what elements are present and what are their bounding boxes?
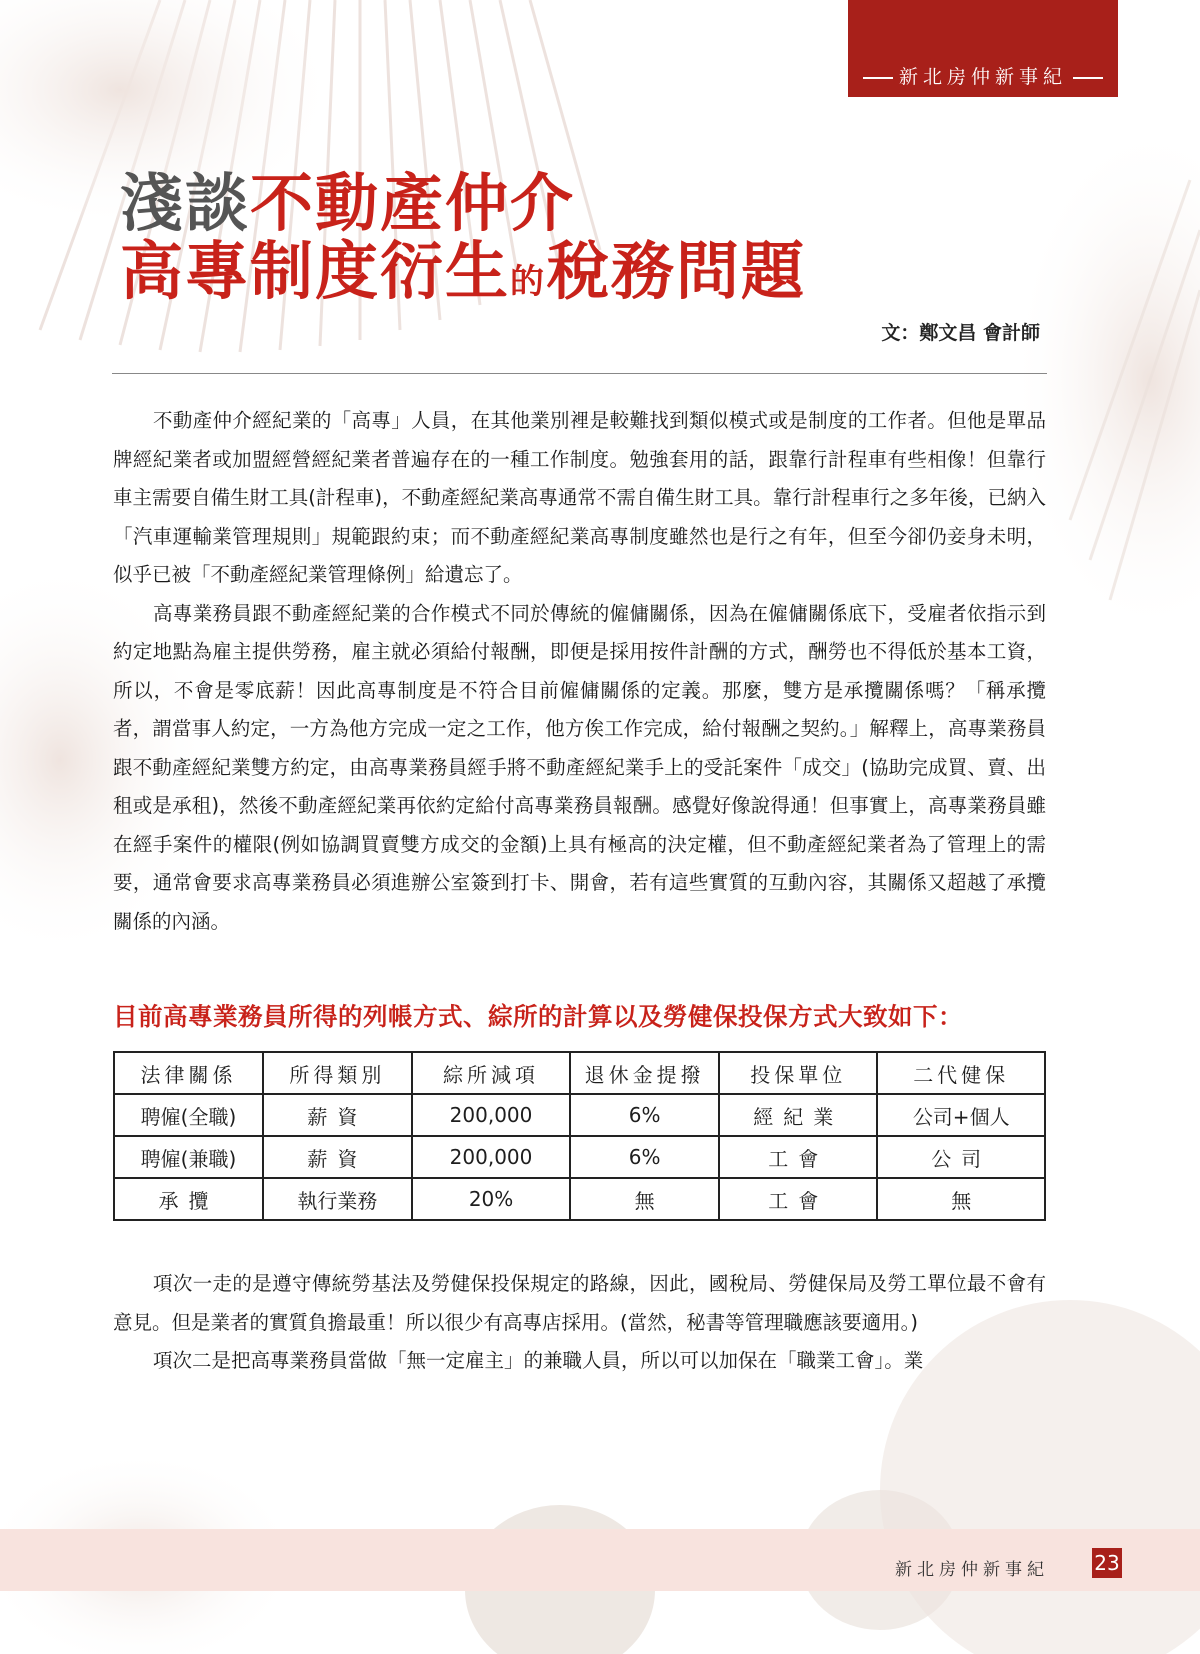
body-text-items [113,1265,1046,1381]
title-particle: 的 [510,262,546,302]
paragraph: 項次二是把高專業務員當做「無一定雇主」的兼職人員，所以可以加保在「職業工會」。業 [153,1349,924,1372]
table-row [114,1136,1045,1178]
table-header: 綜所減項 [412,1052,570,1094]
table-cell: 6% [570,1094,719,1136]
table-cell: 20% [412,1178,570,1220]
table-cell: 無 [570,1178,719,1220]
title-prefix: 淺談 [120,167,250,240]
table-header: 投保單位 [719,1052,877,1094]
table-cell: 薪資 [263,1094,412,1136]
table-cell: 薪資 [263,1136,412,1178]
table-cell: 經紀業 [719,1094,877,1136]
table-row [114,1094,1045,1136]
tax-comparison-table [113,1051,1046,1221]
table-header: 二代健保 [877,1052,1045,1094]
table-cell: 公司 [877,1136,1045,1178]
table-header: 退休金提撥 [570,1052,719,1094]
paragraph: 項次一走的是遵守傳統勞基法及勞健保投保規定的路線，因此，國稅局、勞健保局及勞工單位最不會有意見。但是業者的實質負擔最重！所以很少有高專店採用。(當然，秘書等管理職應該要適用。) [113,1272,1046,1334]
table-row [114,1178,1045,1220]
table-cell: 執行業務 [263,1178,412,1220]
section-tab [848,0,1118,97]
table-header-row [114,1052,1045,1094]
table-cell: 公司+個人 [877,1094,1045,1136]
author-byline: 文：鄭文昌 會計師 [881,322,1040,344]
title-part-a: 高專制度衍生 [120,235,510,308]
table-header: 法律關係 [114,1052,263,1094]
table-cell: 無 [877,1178,1045,1220]
table-header: 所得類別 [263,1052,412,1094]
table-cell: 200,000 [412,1136,570,1178]
table-cell: 工會 [719,1178,877,1220]
table-cell: 聘僱(兼職) [114,1136,263,1178]
paragraph: 高專業務員跟不動產經紀業的合作模式不同於傳統的僱傭關係，因為在僱傭關係底下，受雇者依指示到約定地點為雇主提供勞務，雇主就必須給付報酬，即便是採用按件計酬的方式，酬勞也不得低於基本工資，所以，不會是零底薪！因此高專制度是不符合目前僱傭關係的定義。那麼，雙方是承攬關係嗎？「稱承攬者，謂當事人約定，一方為他方完成一定之工作，他方俟工作完成，給付報酬之契約。」解釋上，高專業務員跟不動產經紀業雙方約定，由高專業務員經手將不動產經紀業手上的受託案件「成交」(協助完成買、賣、出租或是承租)，然後不動產經紀業再依約定給付高專業務員報酬。感覺好像說得通！但事實上，高專業務員雖在經手案件的權限(例如協調買賣雙方成交的金額)上具有極高的決定權，但不動產經紀業者為了管理上的需要，通常會要求高專業務員必須進辦公室簽到打卡、開會，若有這些實質的互動內容，其關係又超越了承攬關係的內涵。 [113,601,1046,933]
section-heading: 目前高專業務員所得的列帳方式、綜所的計算以及勞健保投保方式大致如下： [113,1002,963,1031]
page-number: 23 [1092,1548,1122,1578]
title-line-2 [120,235,806,316]
section-tab-text: 新北房仲新事紀 [898,66,1067,88]
paragraph: 不動產仲介經紀業的「高專」人員，在其他業別裡是較難找到類似模式或是制度的工作者。但他是單品牌經紀業者或加盟經營經紀業者普遍存在的一種工作制度。勉強套用的話，跟靠行計程車有些相像！但靠行車主需要自備生財工具(計程車)，不動產經紀業高專通常不需自備生財工具。靠行計程車行之多年後，已納入「汽車運輸業管理規則」規範跟約束；而不動產經紀業高專制度雖然也是行之有年，但至今卻仍妾身未明，似乎已被「不動產經紀業管理條例」給遺忘了。 [113,409,1046,586]
body-text-intro [113,402,1046,941]
article-title [120,167,806,316]
divider [112,373,1047,374]
table-cell: 承攬 [114,1178,263,1220]
table-cell: 工會 [719,1136,877,1178]
table-cell: 聘僱(全職) [114,1094,263,1136]
table-cell: 200,000 [412,1094,570,1136]
title-part-b: 稅務問題 [546,235,806,308]
title-line-1 [120,167,806,240]
title-topic: 不動產仲介 [250,167,575,240]
section-tab-label [848,62,1118,89]
footer-title: 新北房仲新事紀 [895,1560,1049,1580]
table-cell: 6% [570,1136,719,1178]
